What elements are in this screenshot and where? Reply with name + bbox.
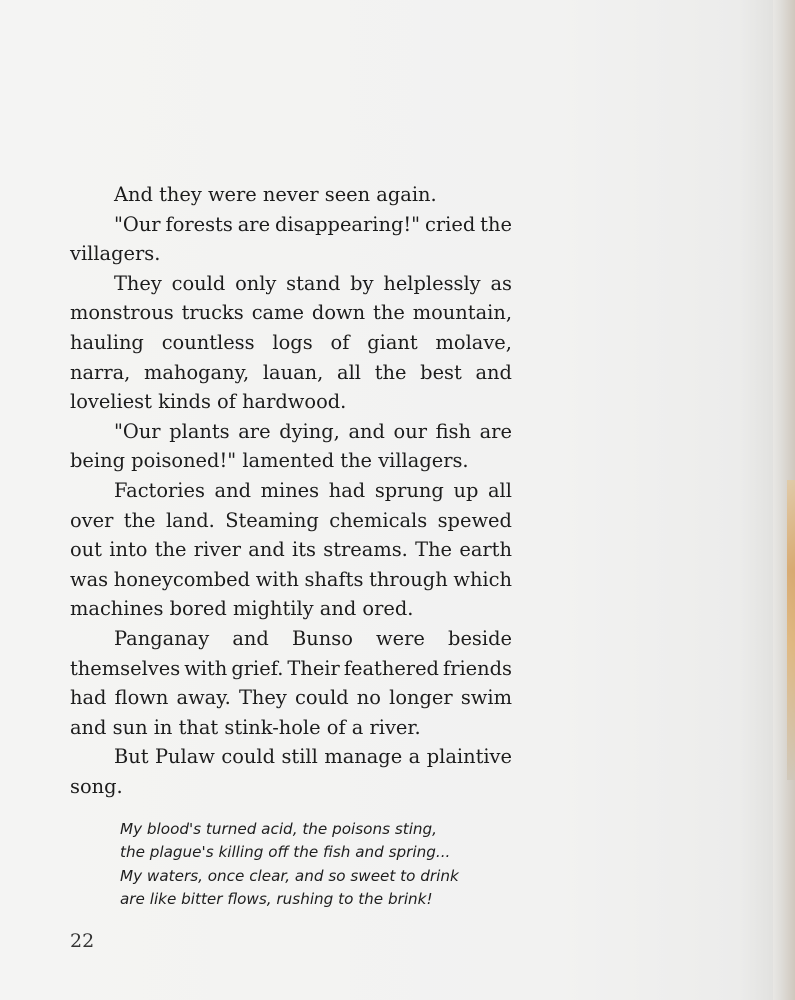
- paragraph-7-line-1: But Pulaw could still manage a plaintive: [114, 745, 512, 769]
- paragraph-1-line-1: And they were never seen again.: [114, 183, 437, 206]
- paragraph-6-line-2: themselves with grief. Their feathered friends: [70, 656, 512, 680]
- paragraph-5-line-5: machines bored mightily and ored.: [70, 597, 414, 621]
- paragraph-4-line-2: being poisoned!" lamented the villagers.: [70, 449, 469, 473]
- page-number: 22: [70, 930, 95, 952]
- paragraph-5-line-1: Factories and mines had sprung up all: [114, 478, 512, 502]
- paragraph-3-line-4: narra, mahogany, lauan, all the best and: [70, 360, 512, 384]
- paragraph-5-line-3: out into the river and its streams. The earth: [70, 538, 512, 562]
- adjacent-page-illustration-edge: [787, 480, 795, 780]
- poem-line-4: are like bitter flows, rushing to the brink!: [120, 890, 433, 909]
- paragraph-6-line-1: Panganay and Bunso were beside: [114, 626, 512, 650]
- poem-line-2: the plague's killing off the fish and spring...: [120, 843, 451, 862]
- poem-verse: [120, 818, 520, 912]
- paragraph-7-line-2: song.: [70, 774, 123, 798]
- paragraph-6-line-3: had flown away. They could no longer swim: [70, 686, 512, 710]
- paragraph-6-line-4: and sun in that stink-hole of a river.: [70, 715, 421, 739]
- paragraph-3-line-5: loveliest kinds of hardwood.: [70, 390, 347, 414]
- paragraph-5-line-4: was honeycombed with shafts through which: [70, 567, 512, 591]
- paragraph-4-line-1: "Our plants are dying, and our fish are: [114, 419, 512, 443]
- paragraph-5-line-2: over the land. Steaming chemicals spewed: [70, 508, 512, 532]
- paragraph-3-line-2: monstrous trucks came down the mountain,: [70, 301, 512, 325]
- paragraph-3-line-3: hauling countless logs of giant molave,: [70, 330, 512, 354]
- paragraph-2-line-1: "Our forests are disappearing!" cried the: [114, 212, 512, 236]
- paragraph-2-line-2: villagers.: [70, 242, 161, 266]
- poem-line-1: My blood's turned acid, the poisons sting,: [120, 820, 438, 838]
- poem-line-3: My waters, once clear, and so sweet to drink: [120, 866, 459, 885]
- story-text: [70, 180, 512, 801]
- paragraph-3-line-1: They could only stand by helplessly as: [114, 271, 512, 295]
